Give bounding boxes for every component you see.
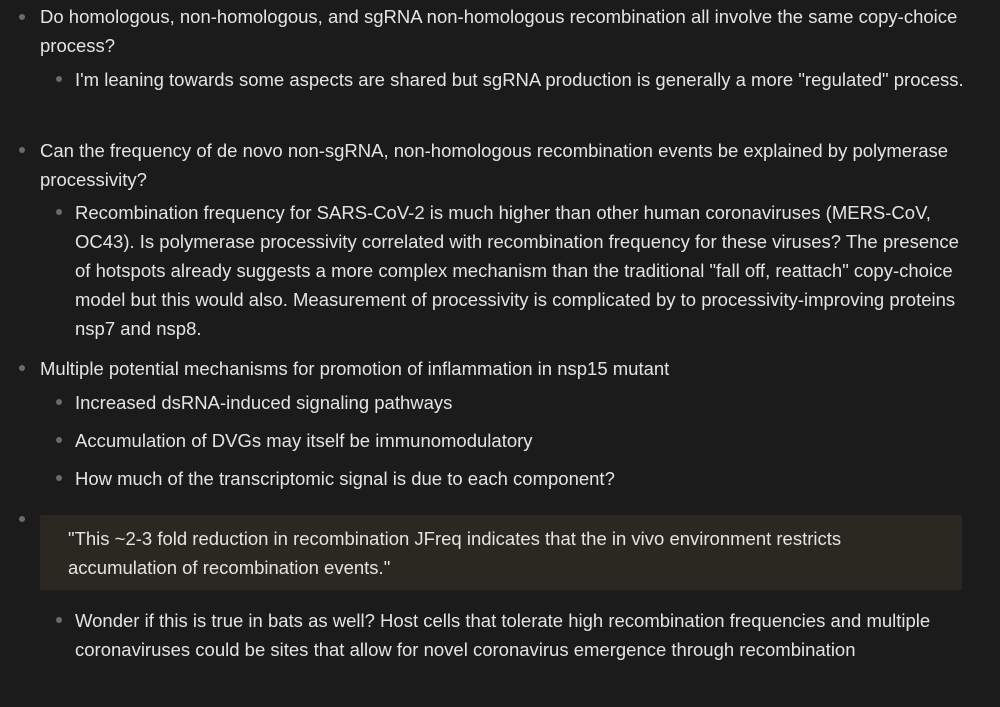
outline-subitem-text[interactable]: Accumulation of DVGs may itself be immunomodulatory bbox=[75, 430, 533, 451]
bullet-icon[interactable] bbox=[56, 76, 62, 82]
blockquote-text[interactable]: "This ~2-3 fold reduction in recombination JFreq indicates that the in vivo environment restricts accumulation of recombination events." bbox=[68, 528, 842, 578]
outline-item-text[interactable]: Can the frequency of de novo non-sgRNA, non-homologous recombination events be explained by polymerase processivity? bbox=[40, 140, 949, 190]
outline-subitem-text[interactable]: Wonder if this is true in bats as well? Host cells that tolerate high recombination frequencies and multiple coronaviruses could be sites that allow for novel coronavirus emergence through recombination bbox=[75, 610, 931, 660]
outline-item-text[interactable]: Do homologous, non-homologous, and sgRNA non-homologous recombination all involve the same copy-choice process? bbox=[40, 6, 958, 56]
bullet-icon[interactable] bbox=[19, 516, 25, 522]
bullet-icon[interactable] bbox=[56, 437, 62, 443]
blockquote[interactable] bbox=[40, 515, 962, 590]
bullet-icon[interactable] bbox=[19, 365, 25, 371]
bullet-icon[interactable] bbox=[56, 399, 62, 405]
bullet-icon[interactable] bbox=[56, 617, 62, 623]
outline-subitem-text[interactable]: How much of the transcriptomic signal is due to each component? bbox=[75, 468, 615, 489]
outline-subitem-text[interactable]: I'm leaning towards some aspects are shared but sgRNA production is generally a more "regulated" process. bbox=[75, 69, 964, 90]
outline-subitem-text[interactable]: Recombination frequency for SARS-CoV-2 is much higher than other human coronaviruses (MERS-CoV, OC43). Is polymerase processivity correlated with recombination frequency for these viruses? The presence of hotspots already suggests a more complex mechanism than the traditional "fall off, reattach" copy-choice model but this would also. Measurement of processivity is complicated by to processivity-improving proteins nsp7 and nsp8. bbox=[75, 202, 959, 339]
bullet-icon[interactable] bbox=[19, 147, 25, 153]
outline-item-text[interactable]: Multiple potential mechanisms for promotion of inflammation in nsp15 mutant bbox=[40, 358, 670, 379]
bullet-icon[interactable] bbox=[19, 14, 25, 20]
bullet-icon[interactable] bbox=[56, 209, 62, 215]
outline-subitem-text[interactable]: Increased dsRNA-induced signaling pathways bbox=[75, 392, 453, 413]
bullet-icon[interactable] bbox=[56, 475, 62, 481]
